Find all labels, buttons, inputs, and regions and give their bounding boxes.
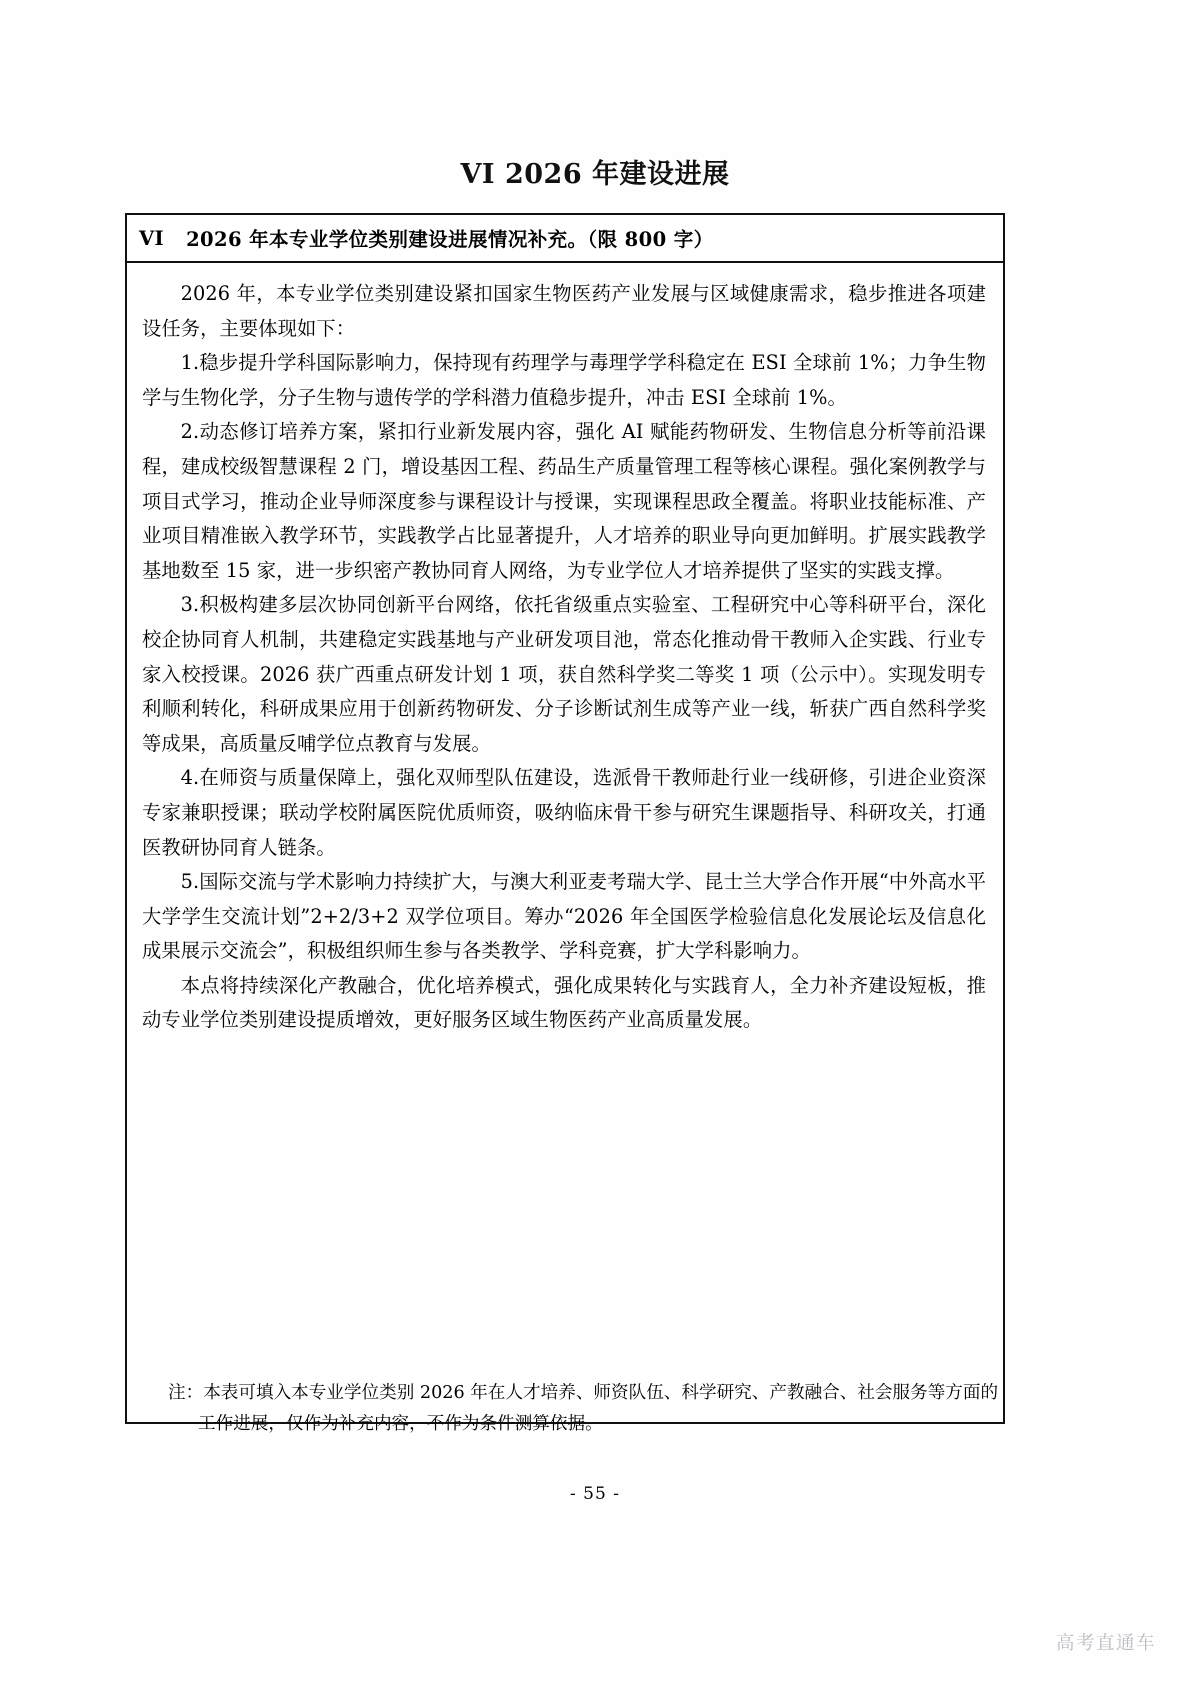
paragraph-item-1: 1.稳步提升学科国际影响力，保持现有药理学与毒理学学科稳定在 ESI 全球前 1%；力争生物学与生物化学，分子生物与遗传学的学科潜力值稳步提升，冲击 ESI 全球前 1%。 [142,351,986,409]
paragraph-item-5: 5.国际交流与学术影响力持续扩大，与澳大利亚麦考瑞大学、昆士兰大学合作开展“中外高水平大学学生交流计划”2+2/3+2 双学位项目。筹办“2026 年全国医学检验信息化发展论坛及信息化成果展示交流会”，积极组织师生参与各类教学、学科竞赛，扩大学科影响力。 [142,870,986,963]
page-title: VI 2026 年建设进展 [460,159,730,190]
paragraph-summary: 本点将持续深化产教融合，优化培养模式，强化成果转化与实践育人，全力补齐建设短板，推动专业学位类别建设提质增效，更好服务区域生物医药产业高质量发展。 [142,973,986,1032]
page-number: - 55 - [570,1484,620,1504]
form-note [168,1378,999,1440]
watermark: 高考直通车 [1055,1633,1156,1654]
form-header-label: 2026 年本专业学位类别建设进展情况补充。（限 800 字） [186,228,714,251]
paragraph-intro: 2026 年，本专业学位类别建设紧扣国家生物医药产业发展与区域健康需求，稳步推进各项建设任务，主要体现如下： [142,282,986,340]
section-roman-numeral: VI [139,226,165,250]
form-note-line-2: 工作进展，仅作为补充内容，不作为条件测算依据。 [198,1414,603,1434]
paragraph-item-4: 4.在师资与质量保障上，强化双师型队伍建设，选派骨干教师赴行业一线研修，引进企业资深专家兼职授课；联动学校附属医院优质师资，吸纳临床骨干参与研究生课题指导、科研攻关，打通医教研协同育人链条。 [142,766,986,859]
paragraph-item-3: 3.积极构建多层次协同创新平台网络，依托省级重点实验室、工程研究中心等科研平台，深化校企协同育人机制，共建稳定实践基地与产业研发项目池，常态化推动骨干教师入企实践、行业专家入校授课。2026 获广西重点研发计划 1 项，获自然科学奖二等奖 1 项（公示中）。实现发明专利顺利转化，科研成果应用于创新药物研发、分子诊断试剂生成等产业一线，斩获广西自然科学奖等成果，高质量反哺学位点教育与发展。 [142,593,986,755]
form-body-cell[interactable] [127,263,1003,1422]
form-header-row [127,215,1003,263]
progress-form-table [125,213,1005,1424]
form-note-line-1: 注：本表可填入本专业学位类别 2026 年在人才培养、师资队伍、科学研究、产教融合、社会服务等方面的 [168,1383,999,1403]
paragraph-item-2: 2.动态修订培养方案，紧扣行业新发展内容，强化 AI 赋能药物研发、生物信息分析等前沿课程，建成校级智慧课程 2 门，增设基因工程、药品生产质量管理工程等核心课程。强化案例教学与项目式学习，推动企业导师深度参与课程设计与授课，实现课程思政全覆盖。将职业技能标准、产业项目精准嵌入教学环节，实践教学占比显著提升，人才培养的职业导向更加鲜明。扩展实践教学基地数至 15 家，进一步织密产教协同育人网络，为专业学位人才培养提供了坚实的实践支撑。 [142,420,986,582]
